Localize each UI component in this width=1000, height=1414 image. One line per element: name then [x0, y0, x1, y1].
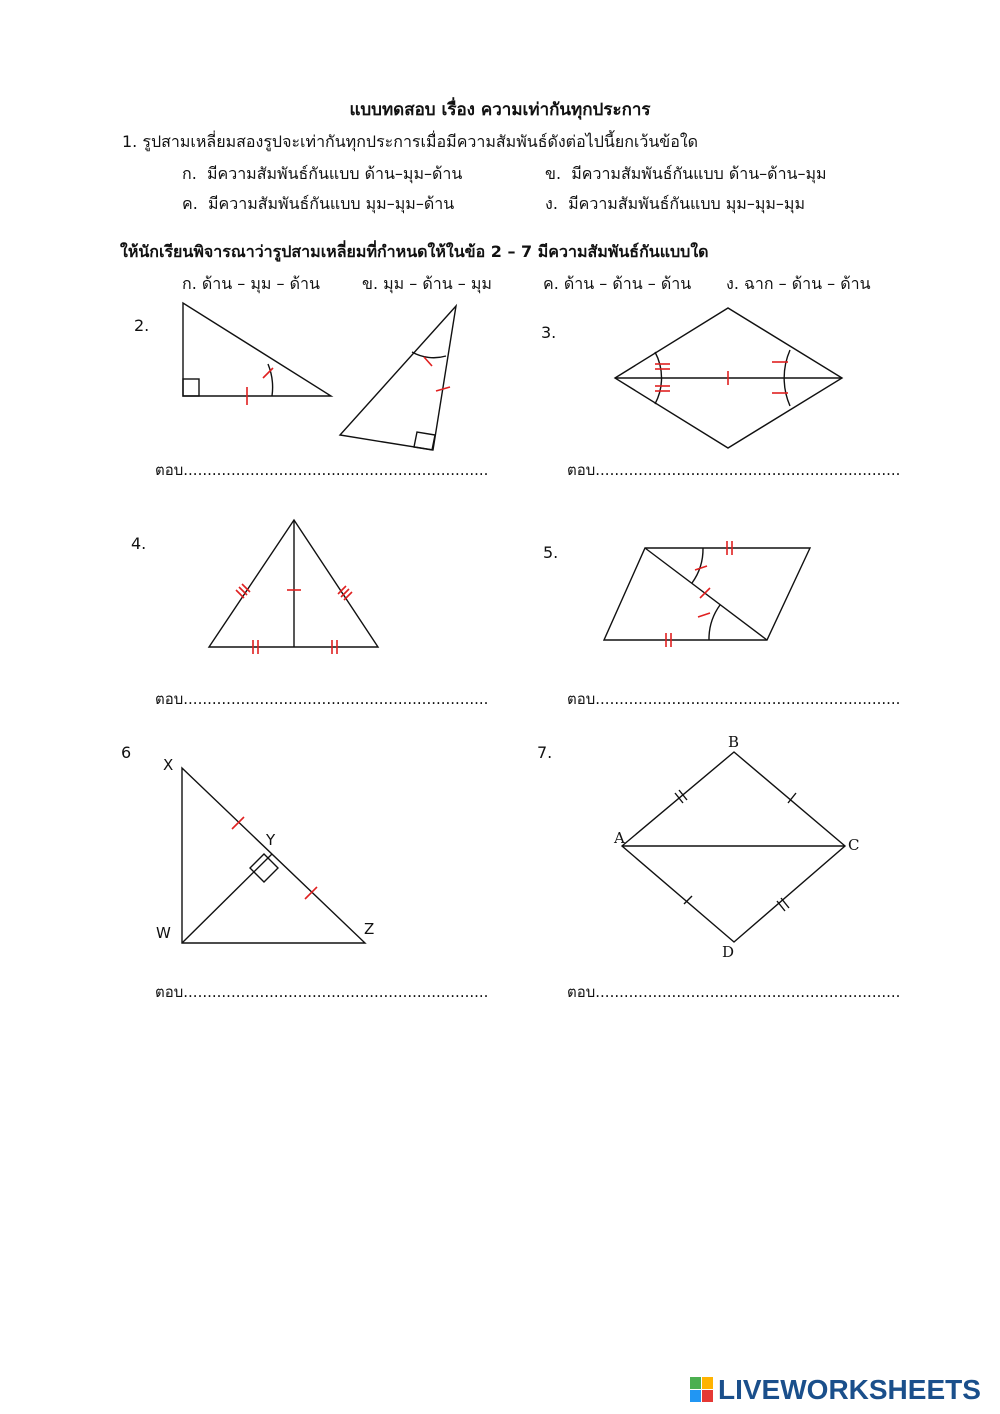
figure-7-label-c: C — [848, 836, 860, 854]
choice-c: ค. ด้าน – ด้าน – ด้าน — [543, 274, 692, 293]
option-text: มีความสัมพันธ์กันแบบ มุม–มุม–มุม — [568, 194, 806, 213]
option-label: ง. — [545, 194, 558, 213]
option-label: ก. — [182, 164, 197, 183]
option-text: มีความสัมพันธ์กันแบบ มุม–มุม–ด้าน — [207, 194, 455, 213]
question-1-text: 1. รูปสามเหลี่ยมสองรูปจะเท่ากันทุกประการเมื่อมีความสัมพันธ์ดังต่อไปนี้ยกเว้นข้อใด — [122, 132, 699, 151]
problem-4-answer-line[interactable]: ตอบ................................................................ — [155, 690, 489, 708]
problem-3-number: 3. — [541, 323, 557, 342]
figure-7-label-a: A — [614, 829, 625, 847]
option-label: ค. — [182, 194, 198, 213]
choice-d: ง. ฉาก – ด้าน – ด้าน — [726, 274, 871, 293]
option-label: ข. — [545, 164, 562, 183]
page-title: แบบทดสอบ เรื่อง ความเท่ากันทุกประการ — [349, 100, 651, 120]
problem-5-answer-line[interactable]: ตอบ................................................................ — [567, 690, 901, 708]
logo-text: LIVEWORKSHEETS — [718, 1374, 981, 1405]
liveworksheets-logo[interactable] — [690, 1374, 981, 1406]
figure-7-quadrilateral — [622, 752, 845, 942]
figure-6-label-w: W — [156, 924, 171, 942]
figure-6-label-z: Z — [364, 920, 375, 938]
problem-6-number: 6 — [121, 743, 132, 762]
problem-7-answer-line[interactable]: ตอบ................................................................ — [567, 983, 901, 1001]
problem-3-answer-line[interactable]: ตอบ................................................................ — [567, 461, 901, 479]
instruction-text: ให้นักเรียนพิจารณาว่ารูปสามเหลี่ยมที่กำหนดให้ในข้อ 2 – 7 มีความสัมพันธ์กันแบบใด — [120, 242, 709, 261]
figure-7-label-d: D — [722, 943, 735, 961]
figure-7-label-b: B — [728, 733, 740, 751]
problem-5-number: 5. — [543, 543, 559, 562]
option-text: มีความสัมพันธ์กันแบบ ด้าน–ด้าน–มุม — [571, 164, 827, 183]
choice-b: ข. มุม – ด้าน – มุม — [362, 274, 492, 293]
problem-2-answer-line[interactable]: ตอบ................................................................ — [155, 461, 489, 479]
problem-2-number: 2. — [134, 316, 150, 335]
problem-4-number: 4. — [131, 534, 147, 553]
figure-6-label-x: X — [163, 756, 174, 774]
choice-a: ก. ด้าน – มุม – ด้าน — [182, 274, 320, 293]
problem-7-number: 7. — [537, 743, 553, 762]
option-text: มีความสัมพันธ์กันแบบ ด้าน–มุม–ด้าน — [206, 164, 463, 183]
figure-6-label-y: Y — [266, 831, 276, 849]
problem-6-answer-line[interactable]: ตอบ................................................................ — [155, 983, 489, 1001]
logo-icon — [690, 1377, 714, 1403]
